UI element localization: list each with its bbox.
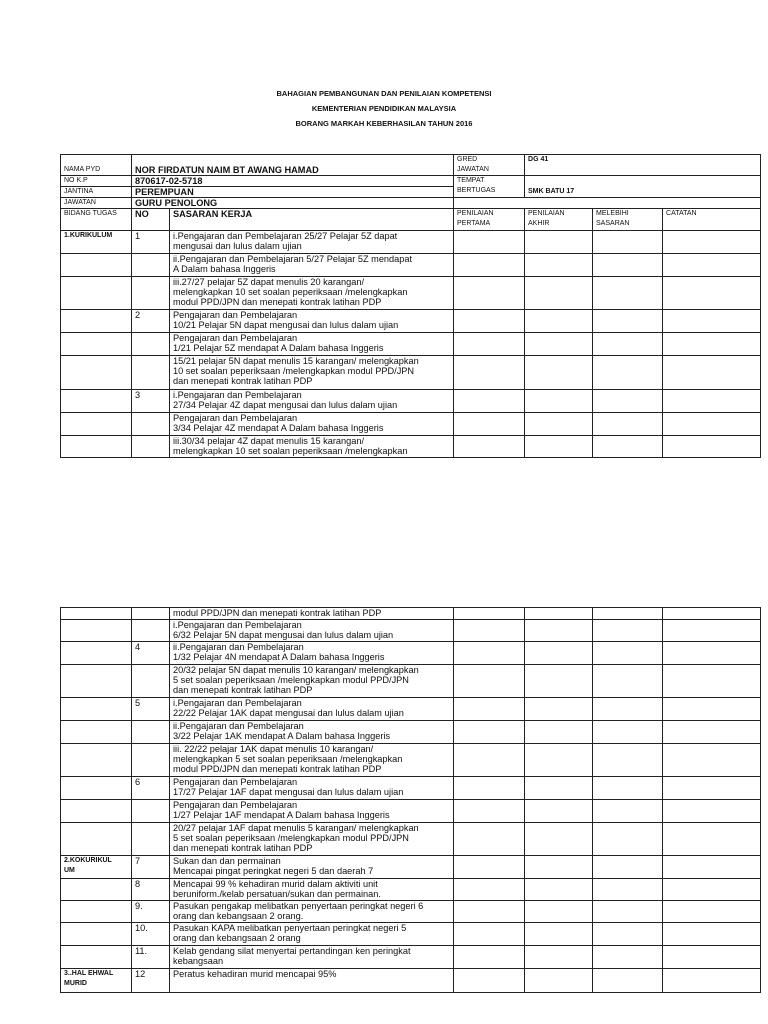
penilaian-pertama-cell bbox=[454, 231, 525, 254]
penilaian-akhir-cell bbox=[525, 390, 593, 413]
penilaian-pertama-cell bbox=[454, 413, 525, 436]
row-number-cell: 10. bbox=[132, 923, 170, 946]
penilaian-pertama-cell bbox=[454, 277, 525, 310]
penilaian-akhir-cell bbox=[525, 856, 593, 879]
penilaian-akhir-cell bbox=[525, 642, 593, 665]
melebihi-sasaran-cell bbox=[593, 901, 663, 923]
sasaran-kerja-cell: i.Pengajaran dan Pembelajaran 27/34 Pelajar 4Z dapat mengusai dan lulus dalam ujian bbox=[170, 390, 454, 413]
table-row bbox=[61, 879, 761, 901]
sasaran-kerja-cell: 20/32 pelajar 5N dapat menulis 10 karangan/ melengkapkan 5 set soalan peperiksaan /melengkapkan modul PPD/JPN dan menepati kontrak latihan PDP bbox=[170, 665, 454, 698]
penilaian-akhir-cell bbox=[525, 721, 593, 744]
table-row bbox=[61, 946, 761, 969]
penilaian-akhir-cell bbox=[525, 777, 593, 800]
table-row bbox=[61, 620, 761, 642]
penilaian-akhir-cell bbox=[525, 333, 593, 356]
catatan-cell bbox=[663, 310, 761, 333]
sasaran-kerja-cell: iii.27/27 pelajar 5Z dapat menulis 20 karangan/ melengkapkan 10 set soalan peperiksaan /melengkapkan modul PPD/JPN dan menepati kontrak latihan PDP bbox=[170, 277, 454, 310]
table-row bbox=[61, 356, 761, 390]
catatan-cell bbox=[663, 356, 761, 390]
melebihi-sasaran-cell bbox=[593, 800, 663, 823]
melebihi-sasaran-cell bbox=[593, 642, 663, 665]
melebihi-sasaran-cell bbox=[593, 744, 663, 777]
penilaian-pertama-cell bbox=[454, 698, 525, 721]
sasaran-kerja-cell: modul PPD/JPN dan menepati kontrak latihan PDP bbox=[170, 608, 454, 620]
melebihi-sasaran-cell bbox=[593, 608, 663, 620]
melebihi-sasaran-cell bbox=[593, 413, 663, 436]
bidang-tugas-cell bbox=[61, 333, 132, 356]
table-row bbox=[61, 310, 761, 333]
sasaran-kerja-cell: Mencapai 99 % kehadiran murid dalam aktiviti unit beruniform./kelab persatuan/sukan dan permainan. bbox=[170, 879, 454, 901]
penilaian-akhir-cell bbox=[525, 823, 593, 856]
penilaian-pertama-cell bbox=[454, 356, 525, 390]
bidang-tugas-cell bbox=[61, 800, 132, 823]
table-row bbox=[61, 333, 761, 356]
bidang-tugas-cell bbox=[61, 777, 132, 800]
table-row bbox=[61, 413, 761, 436]
sasaran-kerja-cell: ii.Pengajaran dan Pembelajaran 5/27 Pelajar 5Z mendapat A Dalam bahasa Inggeris bbox=[170, 254, 454, 277]
column-header-no: NO bbox=[132, 209, 170, 231]
penilaian-pertama-cell bbox=[454, 879, 525, 901]
table-row bbox=[61, 800, 761, 823]
sasaran-kerja-cell: Pengajaran dan Pembelajaran 10/21 Pelajar 5N dapat mengusai dan lulus dalam ujian bbox=[170, 310, 454, 333]
table-row bbox=[61, 777, 761, 800]
bidang-tugas-cell bbox=[61, 310, 132, 333]
penilaian-akhir-cell bbox=[525, 698, 593, 721]
sasaran-kerja-cell: Sukan dan dan permainan Mencapai pingat peringkat negeri 5 dan daerah 7 bbox=[170, 856, 454, 879]
header-line-1: BAHAGIAN PEMBANGUNAN DAN PENILAIAN KOMPETENSI bbox=[276, 89, 492, 98]
melebihi-sasaran-cell bbox=[593, 310, 663, 333]
bidang-tugas-cell bbox=[61, 698, 132, 721]
catatan-cell bbox=[663, 969, 761, 993]
table-row bbox=[61, 823, 761, 856]
catatan-cell bbox=[663, 856, 761, 879]
table-row bbox=[61, 390, 761, 413]
table-row bbox=[61, 436, 761, 458]
penilaian-pertama-cell bbox=[454, 254, 525, 277]
catatan-cell bbox=[663, 608, 761, 620]
melebihi-sasaran-cell bbox=[593, 254, 663, 277]
catatan-cell bbox=[663, 665, 761, 698]
sasaran-kerja-cell: Pengajaran dan Pembelajaran 17/27 Pelajar 1AF dapat mengusai dan lulus dalam ujian bbox=[170, 777, 454, 800]
penilaian-pertama-cell bbox=[454, 777, 525, 800]
header-line-3: BORANG MARKAH KEBERHASILAN TAHUN 2016 bbox=[295, 119, 473, 128]
catatan-cell bbox=[663, 721, 761, 744]
row-number-cell bbox=[132, 800, 170, 823]
table-row bbox=[61, 969, 761, 993]
table-row bbox=[61, 254, 761, 277]
catatan-cell bbox=[663, 698, 761, 721]
info-and-targets-table bbox=[60, 154, 761, 458]
table-row bbox=[61, 608, 761, 620]
row-number-cell bbox=[132, 356, 170, 390]
penilaian-pertama-cell bbox=[454, 856, 525, 879]
catatan-cell bbox=[663, 436, 761, 458]
row-number-cell: 3 bbox=[132, 390, 170, 413]
catatan-cell bbox=[663, 946, 761, 969]
penilaian-akhir-cell bbox=[525, 901, 593, 923]
sasaran-kerja-cell: Pasukan pengakap melibatkan penyertaan peringkat negeri 6 orang dan kebangsaan 2 orang. bbox=[170, 901, 454, 923]
penilaian-pertama-cell bbox=[454, 946, 525, 969]
bidang-tugas-cell bbox=[61, 620, 132, 642]
penilaian-akhir-cell bbox=[525, 608, 593, 620]
row-number-cell bbox=[132, 608, 170, 620]
blank-cell bbox=[454, 198, 761, 209]
sasaran-kerja-cell: i.Pengajaran dan Pembelajaran 6/32 Pelajar 5N dapat mengusai dan lulus dalam ujian bbox=[170, 620, 454, 642]
catatan-cell bbox=[663, 620, 761, 642]
table-row bbox=[61, 642, 761, 665]
penilaian-pertama-cell bbox=[454, 800, 525, 823]
penilaian-akhir-cell bbox=[525, 620, 593, 642]
table-row bbox=[61, 665, 761, 698]
catatan-cell bbox=[663, 231, 761, 254]
jawatan-label: JAWATAN bbox=[61, 198, 132, 209]
catatan-cell bbox=[663, 254, 761, 277]
melebihi-sasaran-cell bbox=[593, 923, 663, 946]
column-header-melebihi: MELEBIHI SASARAN bbox=[593, 209, 663, 231]
jantina-value: PEREMPUAN bbox=[132, 187, 454, 198]
penilaian-pertama-cell bbox=[454, 620, 525, 642]
penilaian-akhir-cell bbox=[525, 277, 593, 310]
row-number-cell: 6 bbox=[132, 777, 170, 800]
penilaian-akhir-cell bbox=[525, 231, 593, 254]
penilaian-pertama-cell bbox=[454, 923, 525, 946]
catatan-cell bbox=[663, 413, 761, 436]
row-number-cell bbox=[132, 333, 170, 356]
bidang-tugas-cell bbox=[61, 923, 132, 946]
row-number-cell: 1 bbox=[132, 231, 170, 254]
header-line-2: KEMENTERIAN PENDIDIKAN MALAYSIA bbox=[311, 104, 457, 113]
melebihi-sasaran-cell bbox=[593, 856, 663, 879]
table-row bbox=[61, 744, 761, 777]
sasaran-kerja-cell: Pengajaran dan Pembelajaran 3/34 Pelajar 4Z mendapat A Dalam bahasa Inggeris bbox=[170, 413, 454, 436]
penilaian-pertama-cell bbox=[454, 721, 525, 744]
row-number-cell bbox=[132, 277, 170, 310]
bidang-tugas-cell bbox=[61, 642, 132, 665]
bidang-tugas-cell bbox=[61, 901, 132, 923]
table-row bbox=[61, 923, 761, 946]
melebihi-sasaran-cell bbox=[593, 665, 663, 698]
melebihi-sasaran-cell bbox=[593, 698, 663, 721]
penilaian-pertama-cell bbox=[454, 436, 525, 458]
catatan-cell bbox=[663, 823, 761, 856]
sasaran-kerja-cell: Pasukan KAPA melibatkan penyertaan peringkat negeri 5 orang dan kebangsaan 2 orang bbox=[170, 923, 454, 946]
row-number-cell bbox=[132, 413, 170, 436]
melebihi-sasaran-cell bbox=[593, 969, 663, 993]
row-number-cell: 11. bbox=[132, 946, 170, 969]
document-header bbox=[0, 86, 768, 131]
penilaian-pertama-cell bbox=[454, 390, 525, 413]
melebihi-sasaran-cell bbox=[593, 231, 663, 254]
catatan-cell bbox=[663, 390, 761, 413]
row-number-cell bbox=[132, 721, 170, 744]
row-number-cell bbox=[132, 436, 170, 458]
melebihi-sasaran-cell bbox=[593, 620, 663, 642]
row-number-cell bbox=[132, 744, 170, 777]
penilaian-akhir-cell bbox=[525, 800, 593, 823]
penilaian-akhir-cell bbox=[525, 436, 593, 458]
melebihi-sasaran-cell bbox=[593, 721, 663, 744]
sasaran-kerja-cell: Pengajaran dan Pembelajaran 1/21 Pelajar 5Z mendapat A Dalam bahasa Inggeris bbox=[170, 333, 454, 356]
penilaian-akhir-cell bbox=[525, 356, 593, 390]
bidang-tugas-cell bbox=[61, 946, 132, 969]
penilaian-akhir-cell bbox=[525, 946, 593, 969]
bidang-tugas-cell bbox=[61, 721, 132, 744]
bidang-tugas-cell bbox=[61, 356, 132, 390]
tempat-value: SMK BATU 17 bbox=[525, 176, 761, 198]
bidang-tugas-cell bbox=[61, 665, 132, 698]
melebihi-sasaran-cell bbox=[593, 356, 663, 390]
penilaian-pertama-cell bbox=[454, 608, 525, 620]
penilaian-pertama-cell bbox=[454, 665, 525, 698]
penilaian-akhir-cell bbox=[525, 744, 593, 777]
sasaran-kerja-cell: i.Pengajaran dan Pembelajaran 22/22 Pelajar 1AK dapat mengusai dan lulus dalam ujian bbox=[170, 698, 454, 721]
catatan-cell bbox=[663, 642, 761, 665]
sasaran-kerja-cell: ii.Pengajaran dan Pembelajaran 1/32 Pelajar 4N mendapat A Dalam bahasa Inggeris bbox=[170, 642, 454, 665]
nama-value: NOR FIRDATUN NAIM BT AWANG HAMAD bbox=[132, 155, 454, 176]
sasaran-kerja-cell: ii.Pengajaran dan Pembelajaran 3/22 Pelajar 1AK mendapat A Dalam bahasa Inggeris bbox=[170, 721, 454, 744]
penilaian-pertama-cell bbox=[454, 901, 525, 923]
catatan-cell bbox=[663, 777, 761, 800]
penilaian-pertama-cell bbox=[454, 642, 525, 665]
penilaian-akhir-cell bbox=[525, 969, 593, 993]
sasaran-kerja-cell: iii.30/34 pelajar 4Z dapat menulis 15 karangan/ melengkapkan 10 set soalan peperiksaan /melengkapkan bbox=[170, 436, 454, 458]
catatan-cell bbox=[663, 923, 761, 946]
row-number-cell: 9. bbox=[132, 901, 170, 923]
penilaian-pertama-cell bbox=[454, 744, 525, 777]
row-number-cell bbox=[132, 620, 170, 642]
row-number-cell: 12 bbox=[132, 969, 170, 993]
table-row bbox=[61, 856, 761, 879]
penilaian-akhir-cell bbox=[525, 310, 593, 333]
melebihi-sasaran-cell bbox=[593, 436, 663, 458]
tempat-label: TEMPAT BERTUGAS bbox=[454, 176, 525, 198]
row-number-cell: 4 bbox=[132, 642, 170, 665]
nokp-label: NO K.P bbox=[61, 176, 132, 187]
row-number-cell: 7 bbox=[132, 856, 170, 879]
gred-label: GRED JAWATAN bbox=[454, 155, 525, 176]
sasaran-kerja-cell: Peratus kehadiran murid mencapai 95% bbox=[170, 969, 454, 993]
penilaian-akhir-cell bbox=[525, 413, 593, 436]
melebihi-sasaran-cell bbox=[593, 777, 663, 800]
table-row bbox=[61, 901, 761, 923]
column-header-catatan: CATATAN bbox=[663, 209, 761, 231]
bidang-tugas-cell bbox=[61, 277, 132, 310]
sasaran-kerja-cell: 20/27 pelajar 1AF dapat menulis 5 karangan/ melengkapkan 5 set soalan peperiksaan /melengkapkan modul PPD/JPN dan menepati kontrak latihan PDP bbox=[170, 823, 454, 856]
bidang-tugas-cell bbox=[61, 413, 132, 436]
table-row bbox=[61, 698, 761, 721]
sasaran-kerja-cell: iii. 22/22 pelajar 1AK dapat menulis 10 karangan/ melengkapkan 5 set soalan peperiksaan /melengkapkan modul PPD/JPN dan menepati kontrak latihan PDP bbox=[170, 744, 454, 777]
penilaian-akhir-cell bbox=[525, 879, 593, 901]
melebihi-sasaran-cell bbox=[593, 390, 663, 413]
catatan-cell bbox=[663, 879, 761, 901]
bidang-tugas-cell bbox=[61, 823, 132, 856]
bidang-tugas-cell bbox=[61, 608, 132, 620]
nama-label: NAMA PYD bbox=[61, 155, 132, 176]
table-row bbox=[61, 231, 761, 254]
jawatan-value: GURU PENOLONG bbox=[132, 198, 454, 209]
penilaian-pertama-cell bbox=[454, 333, 525, 356]
melebihi-sasaran-cell bbox=[593, 946, 663, 969]
bidang-tugas-cell: 3..HAL EHWAL MURID bbox=[61, 969, 132, 993]
bidang-tugas-cell: 1.KURIKULUM bbox=[61, 231, 132, 254]
column-header-bidang: BIDANG TUGAS bbox=[61, 209, 132, 231]
bidang-tugas-cell bbox=[61, 879, 132, 901]
catatan-cell bbox=[663, 277, 761, 310]
penilaian-pertama-cell bbox=[454, 969, 525, 993]
catatan-cell bbox=[663, 800, 761, 823]
penilaian-akhir-cell bbox=[525, 923, 593, 946]
row-number-cell bbox=[132, 665, 170, 698]
row-number-cell bbox=[132, 254, 170, 277]
penilaian-pertama-cell bbox=[454, 823, 525, 856]
row-number-cell: 8 bbox=[132, 879, 170, 901]
gred-value: DG 41 bbox=[525, 155, 761, 176]
catatan-cell bbox=[663, 333, 761, 356]
sasaran-kerja-cell: i.Pengajaran dan Pembelajaran 25/27 Pelajar 5Z dapat mengusai dan lulus dalam ujian bbox=[170, 231, 454, 254]
jantina-label: JANTINA bbox=[61, 187, 132, 198]
bidang-tugas-cell bbox=[61, 254, 132, 277]
catatan-cell bbox=[663, 901, 761, 923]
row-number-cell: 5 bbox=[132, 698, 170, 721]
catatan-cell bbox=[663, 744, 761, 777]
melebihi-sasaran-cell bbox=[593, 333, 663, 356]
bidang-tugas-cell bbox=[61, 436, 132, 458]
column-header-penilaian-pertama: PENILAIAN PERTAMA bbox=[454, 209, 525, 231]
column-header-penilaian-akhir: PENILAIAN AKHIR bbox=[525, 209, 593, 231]
row-number-cell: 2 bbox=[132, 310, 170, 333]
penilaian-akhir-cell bbox=[525, 254, 593, 277]
sasaran-kerja-cell: Pengajaran dan Pembelajaran 1/27 Pelajar 1AF mendapat A Dalam bahasa Inggeris bbox=[170, 800, 454, 823]
bidang-tugas-cell bbox=[61, 390, 132, 413]
sasaran-kerja-cell: Kelab gendang silat menyertai pertandingan ken peringkat kebangsaan bbox=[170, 946, 454, 969]
nokp-value: 870617-02-5718 bbox=[132, 176, 454, 187]
penilaian-akhir-cell bbox=[525, 665, 593, 698]
bidang-tugas-cell: 2.KOKURIKUL UM bbox=[61, 856, 132, 879]
targets-continued-table bbox=[60, 607, 761, 993]
bidang-tugas-cell bbox=[61, 744, 132, 777]
melebihi-sasaran-cell bbox=[593, 879, 663, 901]
row-number-cell bbox=[132, 823, 170, 856]
table-row bbox=[61, 721, 761, 744]
sasaran-kerja-cell: 15/21 pelajar 5N dapat menulis 15 karangan/ melengkapkan 10 set soalan peperiksaan /melengkapkan modul PPD/JPN dan menepati kontrak latihan PDP bbox=[170, 356, 454, 390]
melebihi-sasaran-cell bbox=[593, 823, 663, 856]
column-header-sasaran: SASARAN KERJA bbox=[170, 209, 454, 231]
table-row bbox=[61, 277, 761, 310]
melebihi-sasaran-cell bbox=[593, 277, 663, 310]
penilaian-pertama-cell bbox=[454, 310, 525, 333]
